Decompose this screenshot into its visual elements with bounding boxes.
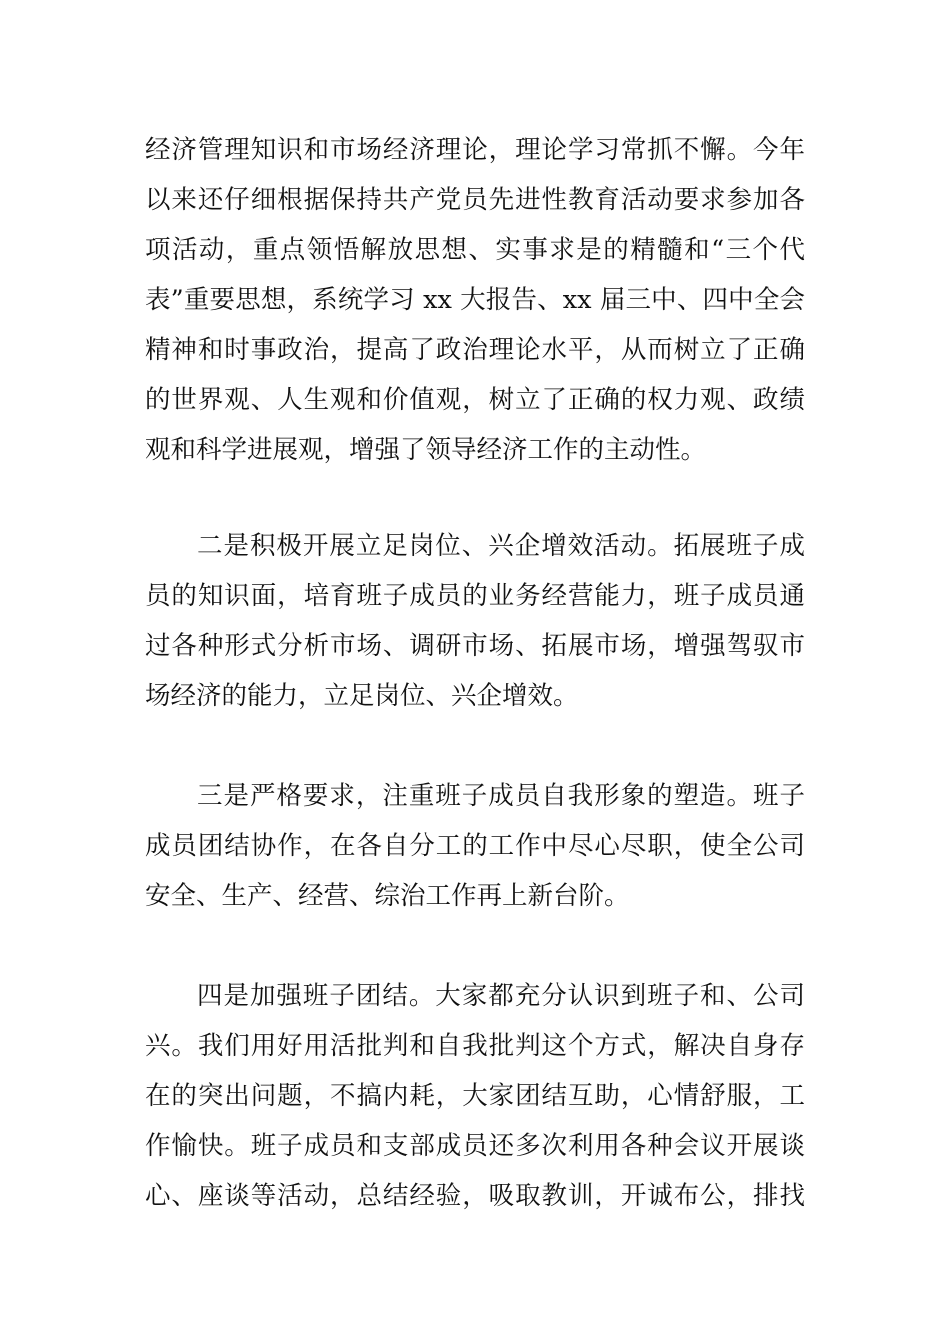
text-line: 三是严格要求，注重班子成员自我形象的塑造。班子 [197,781,805,811]
text-line: 的世界观、人生观和价值观，树立了正确的权力观、政绩 [145,385,805,415]
text-line: 心、座谈等活动，总结经验，吸取教训，开诚布公，排找 [145,1181,805,1211]
text-line: 在的突出问题，不搞内耗，大家团结互助，心情舒服，工 [145,1081,805,1111]
text-line: 员的知识面，培育班子成员的业务经营能力，班子成员通 [145,581,805,611]
text-line: 表”重要思想，系统学习 xx 大报告、xx 届三中、四中全会 [145,285,805,315]
text-line: 以来还仔细根据保持共产党员先进性教育活动要求参加各 [145,185,805,215]
text-line: 安全、生产、经营、综治工作再上新台阶。 [145,881,630,911]
text-line: 四是加强班子团结。大家都充分认识到班子和、公司 [197,981,805,1011]
text-line: 精神和时事政治，提高了政治理论水平，从而树立了正确 [145,335,805,365]
text-line: 项活动，重点领悟解放思想、实事求是的精髓和“三个代 [145,235,805,265]
text-line: 二是积极开展立足岗位、兴企增效活动。拓展班子成 [197,531,805,561]
text-line: 兴。我们用好用活批判和自我批判这个方式，解决自身存 [145,1031,805,1061]
text-line: 经济管理知识和市场经济理论，理论学习常抓不懈。今年 [145,135,805,165]
text-line: 成员团结协作，在各自分工的工作中尽心尽职，使全公司 [145,831,805,861]
text-line: 作愉快。班子成员和支部成员还多次利用各种会议开展谈 [145,1131,805,1161]
text-line: 过各种形式分析市场、调研市场、拓展市场，增强驾驭市 [145,631,805,661]
text-line: 观和科学进展观，增强了领导经济工作的主动性。 [145,435,707,465]
text-line: 场经济的能力，立足岗位、兴企增效。 [145,681,579,711]
